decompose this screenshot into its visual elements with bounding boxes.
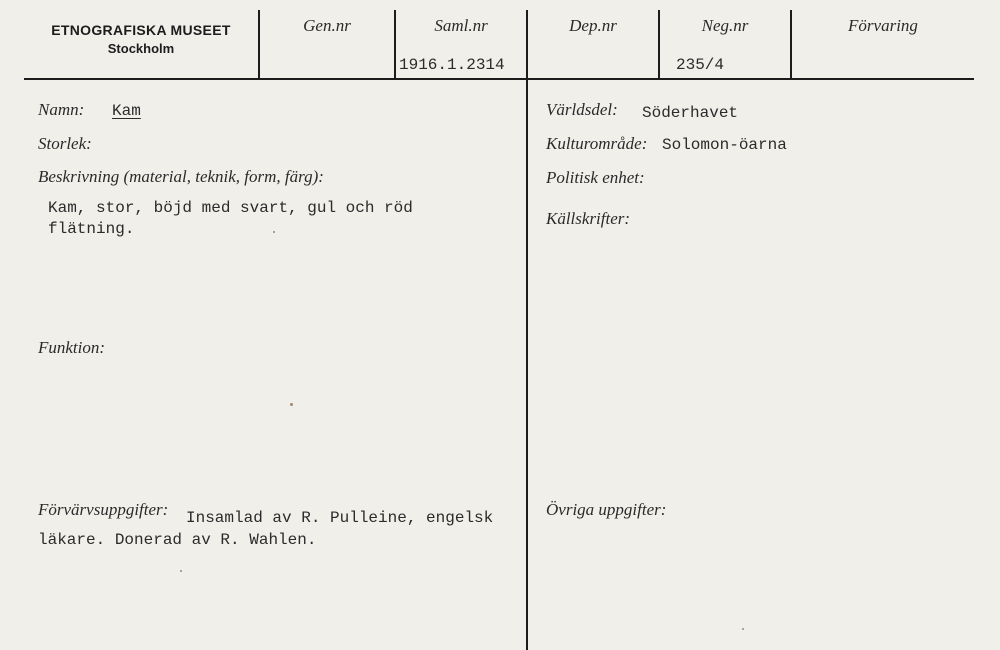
center-divider	[526, 80, 528, 650]
museum-name: ETNOGRAFISKA MUSEET	[51, 22, 231, 38]
paper-speck	[180, 570, 182, 572]
kulturomrade-label: Kulturområde:	[546, 134, 648, 153]
namn-value: Kam	[112, 102, 141, 120]
forvarv-label: Förvärvsuppgifter:	[38, 500, 169, 519]
paper-speck	[273, 231, 275, 233]
forvaring-label: Förvaring	[848, 16, 918, 35]
kallskrifter-label: Källskrifter:	[546, 209, 631, 228]
ovriga-uppgifter-label: Övriga uppgifter:	[546, 500, 667, 519]
varldsdel-label: Världsdel:	[546, 100, 618, 119]
saml-nr-value: 1916.1.2314	[399, 56, 505, 74]
paper-speck	[290, 403, 293, 406]
neg-nr-value: 235/4	[676, 56, 725, 74]
gen-nr-label: Gen.nr	[303, 16, 351, 35]
header-rule	[24, 78, 974, 80]
forvarv-line-1: Insamlad av R. Pulleine, engelsk	[186, 509, 494, 527]
beskrivning-line-1: Kam, stor, böjd med svart, gul och röd	[48, 199, 413, 217]
politisk-enhet-label: Politisk enhet:	[546, 168, 645, 187]
funktion-label: Funktion:	[38, 338, 106, 357]
beskrivning-line-2: flätning.	[48, 220, 135, 238]
museum-heading	[24, 22, 258, 56]
storlek-label: Storlek:	[38, 134, 92, 153]
beskrivning-label: Beskrivning (material, teknik, form, färg):	[38, 167, 324, 186]
museum-city: Stockholm	[107, 41, 175, 56]
varldsdel-value: Söderhavet	[642, 104, 739, 122]
kulturomrade-value: Solomon-öarna	[662, 136, 787, 154]
paper-speck	[742, 628, 744, 630]
dep-nr-label: Dep.nr	[569, 16, 617, 35]
saml-nr-label: Saml.nr	[434, 16, 488, 35]
neg-nr-label: Neg.nr	[701, 16, 749, 35]
namn-label: Namn:	[38, 100, 85, 119]
forvarv-line-2: läkare. Donerad av R. Wahlen.	[38, 531, 317, 549]
